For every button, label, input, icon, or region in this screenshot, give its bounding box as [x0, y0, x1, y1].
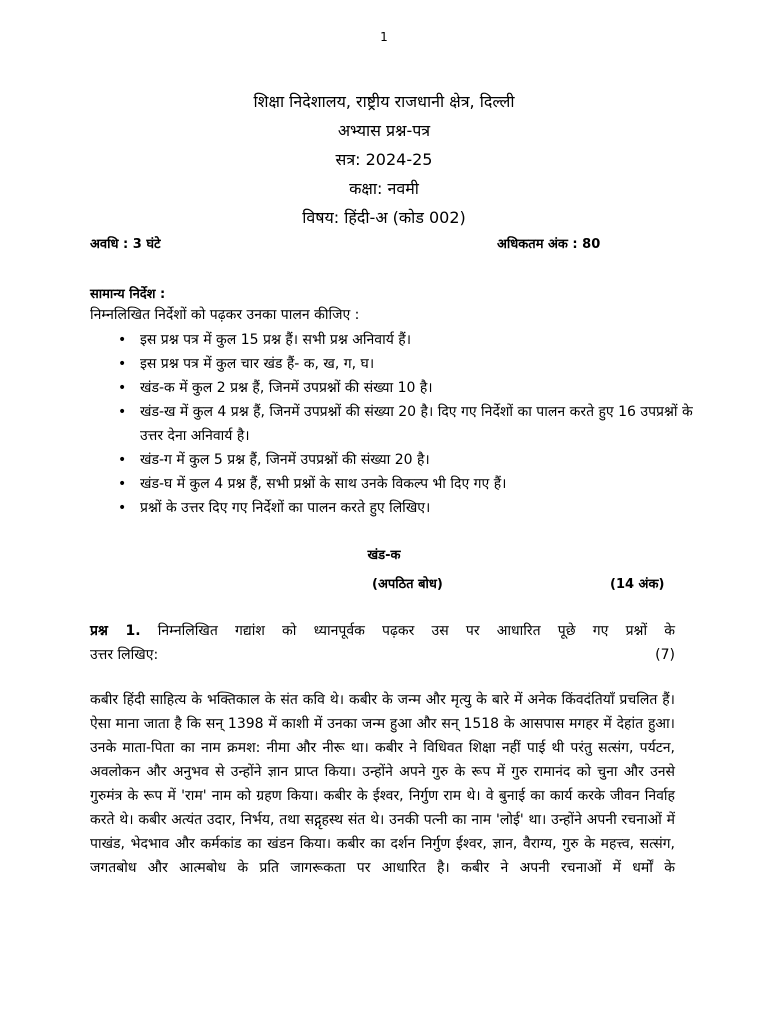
question-1-line2: [90, 643, 675, 667]
question-1-text-continued: उत्तर लिखिए:: [90, 647, 159, 663]
section-title: खंड-क: [367, 548, 401, 563]
header-directorate: शिक्षा निदेशालय, राष्ट्रीय राजधानी क्षेत्र, दिल्ली: [253, 92, 515, 111]
header-class: कक्षा: नवमी: [349, 179, 419, 198]
instruction-item: • खंड-ख में कुल 4 प्रश्न हैं, जिनमें उपप्रश्नों की संख्या 20 है। दिए गए निर्देशों का पालन करते हुए 16 उपप्रश्नों के उत्तर देना अनिवार्य है।: [140, 400, 700, 448]
section-marks: (14 अंक): [610, 577, 665, 592]
question-1-marks: (7): [655, 647, 675, 663]
instruction-item: • खंड-घ में कुल 4 प्रश्न हैं, सभी प्रश्नों के साथ उनके विकल्प भी दिए गए हैं।: [140, 472, 700, 496]
instruction-item: • इस प्रश्न पत्र में कुल 15 प्रश्न हैं। सभी प्रश्न अनिवार्य हैं।: [140, 328, 700, 352]
instruction-item: • इस प्रश्न पत्र में कुल चार खंड हैं- क, ख, ग, घ।: [140, 352, 700, 376]
header-subject: विषय: हिंदी-अ (कोड 002): [302, 208, 466, 227]
passage-text: कबीर हिंदी साहित्य के भक्तिकाल के संत कवि थे। कबीर के जन्म और मृत्यु के बारे में अनेक किंवदंतियाँ प्रचलित हैं। ऐसा माना जाता है कि सन् 1398 में काशी में उनका जन्म हुआ और सन् 1518 के आसपास मगहर में देहांत हुआ। उनके माता-पिता का नाम क्रमश: नीमा और नीरू था। कबीर ने विधिवत शिक्षा नहीं पाई थी परंतु सत्संग, पर्यटन, अवलोकन और अनुभव से उन्होंने ज्ञान प्राप्त किया। उन्होंने अपने गुरु के रूप में गुरु रामानंद को चुना और उनसे गुरुमंत्र के रूप में 'राम' नाम को ग्रहण किया। कबीर के ईश्वर, निर्गुण राम थे। वे बुनाई का कार्य करके जीवन निर्वाह करते थे। कबीर अत्यंत उदार, निर्भय, तथा सद्गृहस्थ संत थे। उनकी पत्नी का नाम 'लोई' था। उन्होंने अपनी रचनाओं में पाखंड, भेदभाव और कर्मकांड का खंडन किया। कबीर का दर्शन निर्गुण ईश्वर, ज्ञान, वैराग्य, गुरु के महत्त्व, सत्संग, जगतबोध और आत्मबोध के प्रति जागरूकता पर आधारित है। कबीर ने अपनी रचनाओं में धर्मों के: [90, 692, 675, 876]
instruction-item: • खंड-क में कुल 2 प्रश्न हैं, जिनमें उपप्रश्नों की संख्या 10 है।: [140, 376, 700, 400]
question-1-label: प्रश्न 1.: [90, 623, 141, 639]
duration-label: अवधि : 3 घंटे: [90, 237, 161, 252]
general-instructions-intro: निम्नलिखित निर्देशों को पढ़कर उनका पालन कीजिए :: [90, 307, 360, 323]
instructions-list: [140, 328, 700, 520]
question-1-text: निम्नलिखित गद्यांश को ध्यानपूर्वक पढ़कर उस पर आधारित पूछे गए प्रश्नों के: [157, 623, 676, 639]
general-instructions-heading: सामान्य निर्देश :: [90, 287, 166, 302]
section-subtitle: (अपठित बोध): [372, 577, 443, 592]
question-1-line1: [90, 619, 675, 643]
page-number: 1: [380, 30, 388, 44]
header-session: सत्र: 2024-25: [335, 150, 433, 169]
instruction-item: • खंड-ग में कुल 5 प्रश्न हैं, जिनमें उपप्रश्नों की संख्या 20 है।: [140, 448, 700, 472]
question-1: [90, 619, 675, 667]
header-paper-type: अभ्यास प्रश्न-पत्र: [337, 121, 431, 140]
max-marks-label: अधिकतम अंक : 80: [497, 237, 601, 252]
instruction-item: • प्रश्नों के उत्तर दिए गए निर्देशों का पालन करते हुए लिखिए।: [140, 496, 700, 520]
